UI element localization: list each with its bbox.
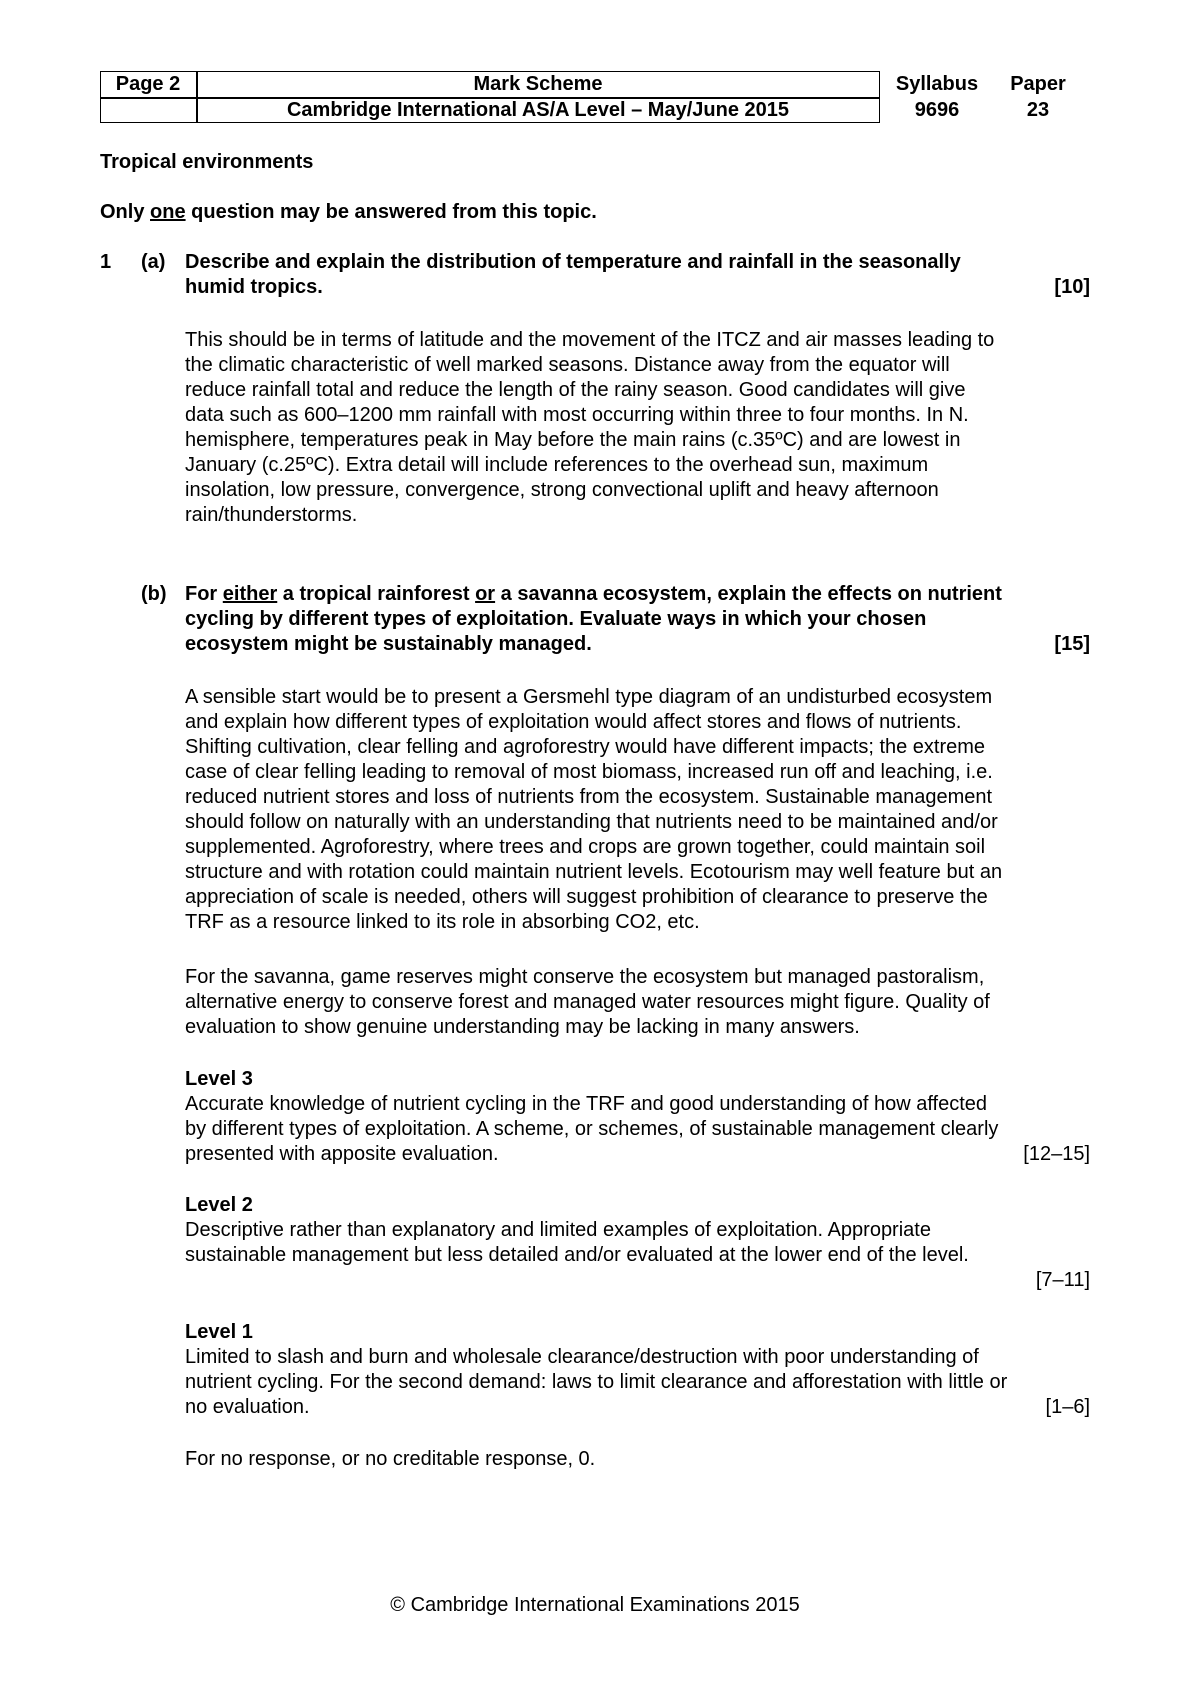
part-a-question-line: [185, 275, 1090, 300]
answer-line: and explain how different types of exploitation would affect stores and flows of nutrients.: [185, 711, 962, 733]
level-line: Descriptive rather than explanatory and limited examples of exploitation. Appropriate: [185, 1219, 931, 1241]
answer-line: Shifting cultivation, clear felling and agroforestry would have different impacts; the extreme: [185, 736, 986, 758]
part-b-question-line2: cycling by different types of exploitation. Evaluate ways in which your chosen: [185, 608, 927, 630]
no-response-note: For no response, or no creditable response, 0.: [185, 1448, 596, 1470]
answer-line: For the savanna, game reserves might conserve the ecosystem but managed pastoralism,: [185, 966, 985, 988]
level-2-mark: [7–11]: [1035, 1269, 1090, 1291]
level-1-title: Level 1: [185, 1321, 253, 1343]
level-line-with-mark: [185, 1142, 1090, 1167]
instruction: [100, 200, 597, 225]
level-line-with-mark: [185, 1395, 1090, 1420]
part-b-question-line3: [185, 632, 1090, 657]
part-b-or: or: [475, 583, 496, 605]
instruction-underlined: one: [150, 201, 186, 223]
answer-line: rain/thunderstorms.: [185, 504, 358, 526]
level-3-title: Level 3: [185, 1068, 253, 1090]
part-a-answer: [185, 328, 1090, 528]
answer-line: January (c.25ºC). Extra detail will include references to the overhead sun, maximum: [185, 454, 929, 476]
part-b-mark: [15]: [1054, 633, 1090, 655]
instruction-post: question may be answered from this topic.: [185, 201, 597, 223]
part-b-label: (b): [141, 583, 167, 605]
part-a-label: (a): [141, 251, 166, 273]
level-3-mark: [12–15]: [1023, 1143, 1090, 1165]
part-a-question-line2: humid tropics.: [185, 276, 323, 298]
answer-line: reduce rainfall total and reduce the length of the rainy season. Good candidates will give: [185, 379, 966, 401]
level-mark-row: [185, 1268, 1090, 1293]
answer-line: the climatic characteristic of well marked seasons. Distance away from the equator will: [185, 354, 950, 376]
answer-line: appreciation of scale is needed, others will suggest prohibition of clearance to preserve the: [185, 886, 988, 908]
level-line: nutrient cycling. For the second demand: laws to limit clearance and afforestation with little or: [185, 1371, 1008, 1393]
part-b-either: either: [222, 583, 278, 605]
level-1: [185, 1320, 1090, 1420]
part-a-question: [185, 250, 1090, 300]
answer-line: alternative energy to conserve forest and managed water resources might figure. Quality of: [185, 991, 990, 1013]
page-number: Page 2: [115, 72, 181, 95]
footer-copyright: © Cambridge International Examinations 2015: [390, 1594, 800, 1616]
answer-line: insolation, low pressure, convergence, strong convectional uplift and heavy afternoon: [185, 479, 939, 501]
answer-line: structure and with rotation could maintain nutrient levels. Ecotourism may well feature but an: [185, 861, 1003, 883]
instruction-pre: Only: [100, 201, 151, 223]
answer-line: data such as 600–1200 mm rainfall with most occurring within three to four months. In N.: [185, 404, 969, 426]
level-2-title: Level 2: [185, 1194, 253, 1216]
part-b-question: [185, 582, 1090, 657]
header-table: [100, 71, 1090, 125]
answer-line: case of clear felling leading to removal of most biomass, increased run off and leaching, i.e.: [185, 761, 993, 783]
part-b-text: For: [185, 583, 223, 605]
paper-label: Paper: [1010, 72, 1066, 95]
section-title: Tropical environments: [100, 151, 314, 173]
part-a-question-line: Describe and explain the distribution of temperature and rainfall in the seasonally: [185, 251, 961, 273]
syllabus-label: Syllabus: [895, 72, 979, 95]
answer-line: should follow on naturally with an understanding that nutrients need to be maintained and/or: [185, 811, 998, 833]
part-b-answer-1: [185, 685, 1090, 935]
paper-number: 23: [1026, 98, 1050, 121]
level-line: Limited to slash and burn and wholesale clearance/destruction with poor understanding of: [185, 1346, 979, 1368]
part-a-mark: [10]: [1054, 276, 1090, 298]
part-b-text: a tropical rainforest: [277, 583, 476, 605]
level-line: presented with apposite evaluation.: [185, 1143, 499, 1165]
document-type: Mark Scheme: [473, 72, 603, 95]
answer-line: evaluation to show genuine understanding may be lacking in many answers.: [185, 1016, 860, 1038]
part-b-question-line1: [185, 582, 1090, 607]
level-line: sustainable management but less detailed and/or evaluated at the lower end of the level.: [185, 1244, 969, 1266]
level-3: [185, 1067, 1090, 1167]
exam-title: Cambridge International AS/A Level – May/June 2015: [286, 98, 789, 121]
answer-line: This should be in terms of latitude and the movement of the ITCZ and air masses leading to: [185, 329, 995, 351]
level-2: [185, 1193, 1090, 1293]
question-number: 1: [100, 251, 112, 273]
level-line: no evaluation.: [185, 1396, 310, 1418]
part-b-text: ecosystem might be sustainably managed.: [185, 633, 592, 655]
part-b-text: a savanna ecosystem, explain the effects on nutrient: [495, 583, 1002, 605]
answer-line: A sensible start would be to present a Gersmehl type diagram of an undisturbed ecosystem: [185, 686, 993, 708]
answer-line: TRF as a resource linked to its role in absorbing CO2, etc.: [185, 911, 700, 933]
answer-line: supplemented. Agroforestry, where trees and crops are grown together, could maintain soil: [185, 836, 986, 858]
syllabus-code: 9696: [914, 98, 960, 121]
answer-line: hemisphere, temperatures peak in May before the main rains (c.35ºC) and are lowest in: [185, 429, 961, 451]
answer-line: reduced nutrient stores and loss of nutrients from the ecosystem. Sustainable management: [185, 786, 993, 808]
level-line: Accurate knowledge of nutrient cycling in the TRF and good understanding of how affected: [185, 1093, 987, 1115]
level-1-mark: [1–6]: [1045, 1396, 1090, 1418]
level-line: by different types of exploitation. A scheme, or schemes, of sustainable management clearly: [185, 1118, 999, 1140]
part-b-answer-2: [185, 965, 1090, 1040]
